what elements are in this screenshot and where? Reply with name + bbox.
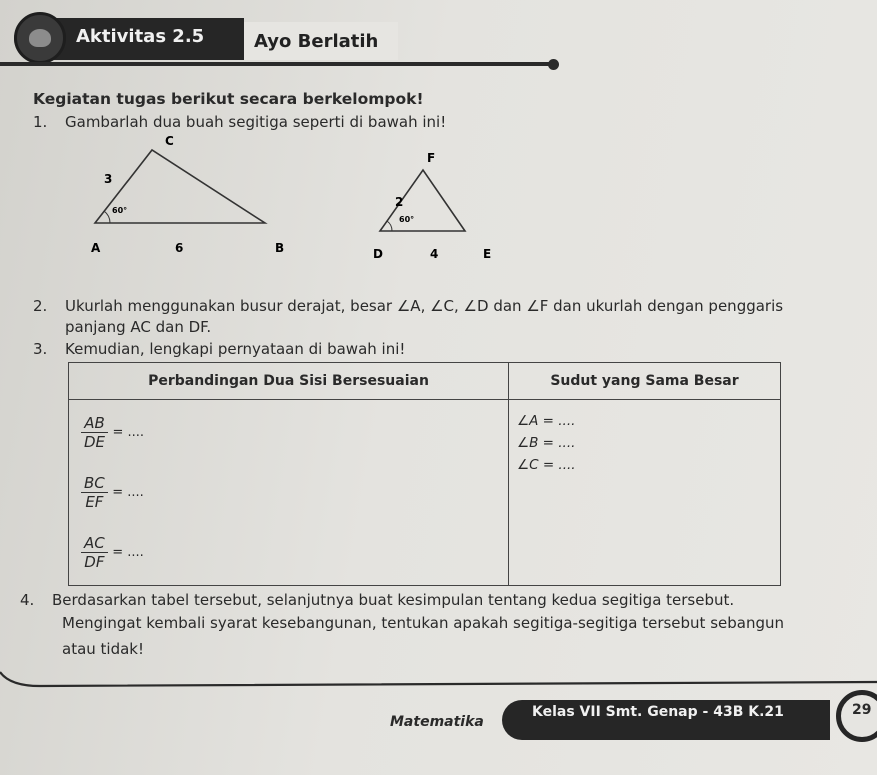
question-number: 4. — [20, 591, 35, 609]
question-2-continued: panjang AC dan DF. — [65, 318, 212, 336]
question-number: 3. — [33, 340, 48, 358]
fraction — [81, 414, 108, 451]
page-number: 29 — [852, 702, 872, 718]
vertex-label-e: E — [483, 247, 492, 261]
fraction-denominator: EF — [85, 493, 104, 511]
angle-label-a: 60° — [112, 206, 128, 215]
fraction — [81, 474, 108, 511]
header-divider-dot — [548, 59, 559, 70]
activity-title: Aktivitas 2.5 — [76, 26, 205, 47]
practice-title: Ayo Berlatih — [254, 31, 379, 52]
fraction-numerator: BC — [81, 474, 108, 493]
fraction-numerator: AB — [81, 414, 108, 433]
ratio-bc-ef — [81, 474, 144, 511]
question-text: Ukurlah menggunakan busur derajat, besar ∠A, ∠C, ∠D dan ∠F dan ukurlah dengan penggaris — [65, 297, 784, 315]
angle-cell[interactable] — [509, 400, 781, 586]
question-3 — [33, 340, 405, 358]
footer-class-info: Kelas VII Smt. Genap - 43B K.21 — [532, 704, 784, 720]
ratio-blank: = .... — [112, 425, 145, 440]
question-number: 2. — [33, 297, 48, 315]
ratio-ac-df — [81, 534, 144, 571]
question-text: Kemudian, lengkapi pernyataan di bawah ini! — [65, 340, 406, 358]
question-2 — [33, 297, 783, 315]
vertex-label-a: A — [91, 241, 101, 255]
table-header-angle: Sudut yang Sama Besar — [509, 363, 781, 400]
globe-logo-icon — [14, 12, 66, 64]
side-label-df: 2 — [395, 195, 404, 209]
question-4-line-2: Mengingat kembali syarat kesebangunan, tentukan apakah segitiga-segitiga tersebut sebangun — [62, 614, 785, 632]
footer-subject: Matematika — [390, 714, 484, 730]
table-header-ratio: Perbandingan Dua Sisi Bersesuaian — [69, 363, 509, 400]
angle-arc-d — [387, 221, 392, 231]
angle-c-blank: ∠C = .... — [517, 457, 576, 473]
fraction-denominator: DF — [84, 553, 105, 571]
angle-a-blank: ∠A = .... — [517, 413, 576, 429]
fraction-denominator: DE — [84, 433, 106, 451]
vertex-label-c: C — [165, 134, 174, 148]
angle-b-blank: ∠B = .... — [517, 435, 576, 451]
ratio-blank: = .... — [112, 485, 144, 500]
header-divider — [0, 62, 555, 66]
task-intro: Kegiatan tugas berikut secara berkelompok! — [33, 90, 424, 108]
side-label-ab: 6 — [175, 241, 184, 255]
question-text: Berdasarkan tabel tersebut, selanjutnya buat kesimpulan tentang kedua segitiga tersebut. — [52, 591, 735, 609]
triangle-def-figure — [365, 140, 515, 265]
ratio-cell[interactable] — [69, 400, 509, 586]
ratio-blank: = .... — [112, 545, 144, 560]
angle-arc-a — [104, 211, 110, 223]
side-label-ac: 3 — [104, 172, 113, 186]
vertex-label-f: F — [427, 151, 436, 165]
triangle-abc-figure — [80, 125, 300, 265]
fraction — [81, 534, 108, 571]
footer-divider — [0, 670, 877, 690]
question-number: 1. — [33, 113, 48, 131]
globe-landmass-icon — [29, 29, 51, 47]
triangle-def — [380, 170, 465, 231]
ratio-ab-de — [81, 414, 144, 451]
question-4-line-3: atau tidak! — [62, 640, 145, 658]
vertex-label-d: D — [373, 247, 383, 261]
question-4 — [20, 591, 734, 609]
question-text: Gambarlah dua buah segitiga seperti di bawah ini! — [65, 113, 447, 131]
angle-label-d: 60° — [399, 215, 415, 224]
fraction-numerator: AC — [81, 534, 108, 553]
comparison-table — [68, 362, 781, 586]
vertex-label-b: B — [275, 241, 285, 255]
side-label-de: 4 — [430, 247, 439, 261]
